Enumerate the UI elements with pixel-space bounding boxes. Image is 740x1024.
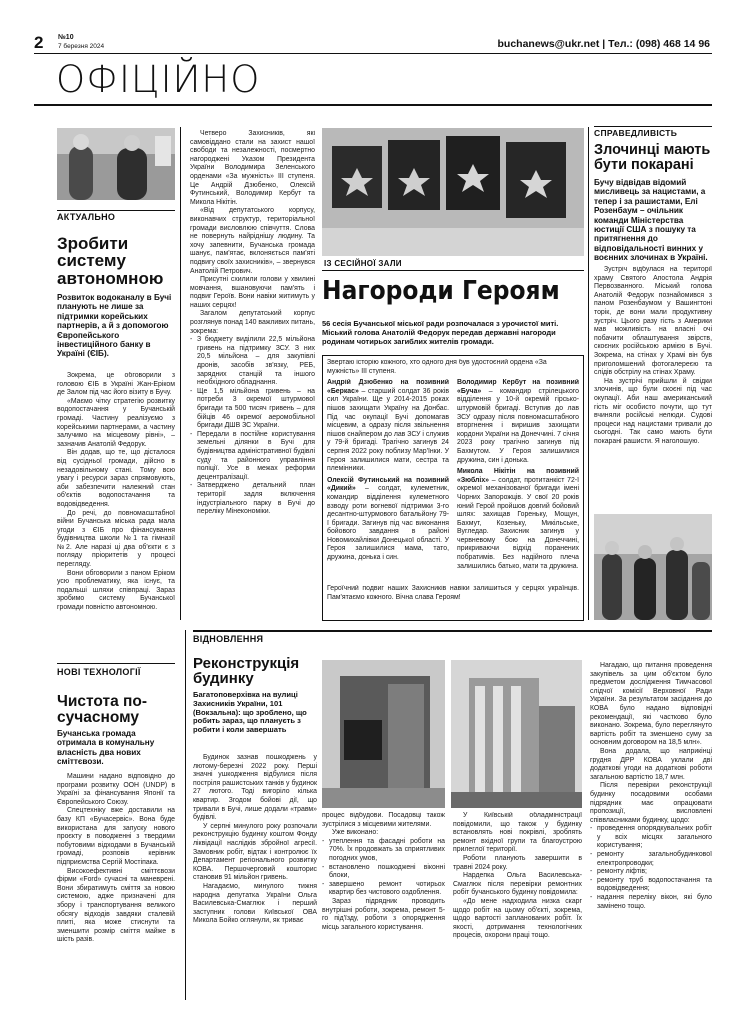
- headline-renovation: Реконструкція будинку: [193, 655, 300, 688]
- photo-rosenbaum: [594, 514, 712, 620]
- rubric-actual: АКТУАЛЬНО: [57, 212, 116, 222]
- photo-orders: [322, 128, 584, 256]
- issue-date: 7 березня 2024: [58, 43, 105, 50]
- heroes-box-left: Андрій Дзюбенко на позивний «Беркас» – старший солдат 36 років сил України. Ще у 2014-2015 роках пішов захищати Україну на Донбас. Під час окупації Бучі допомагав місцевим, а одразу після звільнення пішов снайпером до лав ЗСУ і служив у 79-й бригаді. Трагічно загинув 24 серпня 2022 року поблизу Мар'їнки. У Героя залишилися мати, сестра та племінники. Олексій Футинський на позивний «Дикий» – солдат, кулеметник, командир відділення кулеметного взводу роти вогневої підтримки 3-го десантно-штурмового батальйону 79-ї бригади. Загинув під час виконання бойового завдання в районі Новомихайлівки Донецької області. У Героя залишилися мама, тато, дружина, донька і син.: [327, 379, 449, 562]
- body-renovation-col4: Нагадаю, що питання проведення закупівель за цим об'єктом було предметом дослідження Тимчасової слідчої комісії Верховної Ради України. За результатом засідання до КОВА було надано відповідні рекомендації, які частково було виконано. Зокрема, було переглянуто вартість робіт та зменшено суму за основним договором на 18,5 млн». Вона додала, що наприкінці грудня ДРР КОВА уклали дві додаткові угоди на додаткові роботи загальною вартістю 18,7 млн. Після перевірки реконструкції будинку посадовими особами підрядник має опрацювати пропозиції, висловлені співвласниками будинку, щодо: - проведення опорядкувальних робіт у всіх місцях загального користування; - ремонту загальнобудинкової електропроводки; - ремонту ліфтів; - ремонту труб водопостачання та водовідведення; - надання переліку вікон, які було замінено тощо.: [590, 662, 712, 1002]
- column-rule: [185, 630, 186, 1000]
- column-rule: [588, 127, 589, 620]
- lead-renovation: Багатоповерхівка на вулиці Захисників України, 101 (Вокзальна): що зроблено, що робить зараз, що плануєть з робити і коли завершать: [193, 691, 307, 735]
- photo-building-damaged: [322, 660, 445, 808]
- rubric-justice: СПРАВЕДЛИВІСТЬ: [594, 128, 678, 138]
- body-heroes-col1: Четверо Захисників, які самовіддано стали на захист нашої свободи та незалежності, посмертно нагороджені Указом Президента України Володимира Зеленського орденами «За мужність» ІІІ ступеня. Це Андрій Дзюбенко, Олексій Футинський, Володимир Кербут та Микола Нікітін. «Від депутатського корпусу, виконавчих структур, територіальної громади висловлюю співчуття. Слова не повернуть найріднішу людину. Та хочу запевнити, Бучанська громада шанує, пам'ятає, вклоняється пам'яті подвигу своїх захисників», – звернувся Анатолій Петрович. Присутні схилили голови у хвилині мовчання, вшановуючи пам'ять і подвиг Героїв. Вони навіки житимуть у наших серцях! Загалом депутатський корпус розглянув понад 140 важливих питань, зокрема: - З бюджету виділили 22,5 мільйона гривень на підтримку ЗСУ. З них 20,5 мільйона – для закупівлі дронів, засобів зв'язку, РЕБ, зарядних станцій та іншого необхідного обладнання. - Ще 1,5 мільйона гривень – на потреби 3 окремої штурмової бригади та 500 тисяч гривень – для бійців 46 окремої аеромобільної бригади ДШВ ЗС України. - Передали в постійне користування земельні ділянки в Бучі для будівництва адміністративної будівлі суду та районного управління поліції. Усе в межах реформи децентралізації. - Затверджено детальний план території задля включення індустріального парку в Бучі до переліку Мінекономіки.: [190, 130, 315, 620]
- body-tech: Машини надано відповідно до програми розвитку ООН (UNDP) в Україні за фінансування Японії та Європейського Союзу. Спецтехніку вже доставили на базу КП «Бучасервіс». Вона буде використана для запуску нового проєкту в поводженні з твердими побутовими відходами в Бучанській громаді, розповів керівник підприємства Сергій Мостіпака. Високоефективні сміттєвози фірми «Ford» сучасні та маневрені. Вони збиратимуть сміття за новою системою, адже призначені для збору і транспортування великого обсягу відходів завдяки сталевій плиті, яка може стиснути та зменшити розмір сміття майже в шість разів.: [57, 773, 175, 944]
- photo-building-restored: [451, 660, 582, 808]
- headline-tech: Чистота по-сучасному: [57, 693, 148, 726]
- rubric-renovation: ВІДНОВЛЕННЯ: [193, 634, 264, 644]
- lead-water: Розвиток водоканалу в Бучі планують не лише за підтримки корейських партнерів, а й з допомогою Європейського інвестиційного банку в Україні (ЄІБ).: [57, 293, 172, 359]
- header-rule: [34, 53, 712, 54]
- issue-number: №10: [58, 34, 74, 41]
- headline-heroes: Нагороди Героям: [322, 276, 560, 306]
- column-rule: [180, 127, 181, 620]
- lead-heroes: 56 сесія Бучанської міської ради розпочалася з урочистої миті. Міський голова Анатолій Федорук передав державні нагороди родинам чотирьох загиблих жителів громади.: [322, 319, 559, 347]
- headline-water: Зробити системy автономною: [57, 234, 164, 288]
- body-renovation-col2: процес відбудови. Посадовці також зустрілися з місцевими жителями. Уже виконано: - утеплення та фасадні роботи на 70%. Їх продовжать за сприятливих погодних умов, - встановлено пошкоджені віконні блоки, - завершено ремонт чотирьох квартир без чистового оздоблення. Зараз підрядник проводить внутрішні роботи, зокрема, ремонт 5-го під'їзду, роботи з опорядження місць загального користування.: [322, 812, 445, 1002]
- heroes-box: [322, 355, 584, 621]
- lead-tech: Бучанська громада отримала в комунальну власність два нових сміттєвози.: [57, 729, 155, 767]
- header-contacts: buchanews@ukr.net | Тел.: (098) 468 14 96: [497, 38, 710, 50]
- rubric-tech: НОВІ ТЕХНОЛОГІЇ: [57, 667, 141, 677]
- section-rule: [34, 104, 712, 106]
- page-number: 2: [34, 33, 44, 52]
- body-renovation-col3: У Київській обладміністрації повідомили, що також у будинку встановлять нові покрівлі, зроблять ремонт вхідної групи та благоустрою прилеглої території. Роботи планують завершити в травні 2024 року. Нардепка Ольга Василевська-Смаглюк після перевірки ремонтних робіт бучанського будинку повідомила: «До мене надходила низка скарг щодо робіт на цьому об'єкті, зокрема, щодо вартості запланованих робіт. Їх якості, дотримання технологічних процесів, охорони праці тощо.: [453, 812, 582, 940]
- section-title: ОФІЦІЙНО: [56, 58, 261, 101]
- heroes-box-right: Володимир Кербут на позивний «Буча» – командир стрілецького відділення у 10-й окремій гірсько-штурмовій бригаді. Вступив до лав ЗСУ одразу після повномасштабного вторгнення і виришив захищати кордони України на Донеччині. 7 січня 2023 року трагічно загинув під Бахмутом. У Героя залишилися дружина, син і донька. Микола Нікітін на позивний «Зюбліх» – солдат, протитанкіст 72-ї окремої механізованої бригади імені Чорних Запорожців. У свої 20 років юний Герой пройшов довгий бойовий шлях: захищав Гореньку, Мощун, Бахмут, Козеньку, Микільське, Вугледар. Захисник загинув у червневому бою на Донеччині, прикриваючи відхід поранених побратимів. Без надійного плеча залишились батько, мати та дружина.: [457, 379, 579, 570]
- rubric-session: ІЗ СЕСІЙНОЇ ЗАЛИ: [324, 259, 402, 268]
- heroes-box-intro: Звертаю історію кожного, хто одного дня був удостоєний ордена «За мужність» ІІІ ступеня.: [327, 359, 547, 375]
- heroes-box-outro: Героїчний подвиг наших Захисників навіки залишиться у серцях українців. Пам'ятаємо кожного. Вічна слава Героям!: [327, 585, 579, 601]
- photo-meeting: [57, 128, 175, 200]
- headline-justice: Злочинці мають бути покарані: [594, 142, 711, 173]
- lead-justice: Бучу відвідав відомий мисливець за нацистами, а тепер і за рашистами, Елі Розенбаум – очільник команди Міністерства юстиції США з пошуку та притягнення до відповідальності винних у воєнних злочинах в Україні.: [594, 178, 708, 262]
- body-water: Зокрема, це обговорили з головою ЄІБ в Україні Жан-Еріком де Залом під час його візиту в Бучу. «Маємо чітку стратегію розвитку водопостачання у Бучанській громаді. Частину реалізуємо з корейськими партнерами, а частину залучимо на місцевому рівні», – зазначив Анатолій Федорук. Він додав, що те, що дісталося від сусідньої громади, дійсно в незадовільному стані. Тому всю увагу і ресурси зараз спрямовують, аби забезпечити належний стан об'єктів водопостачання та водовідведення. До речі, до повномасштабної війни Бучанська міська рада мала угоди з ЄІБ про фінансування будівництва школи №1 та гімназії №2. Але наразі ці два об'єкти є з погляду пріоритетів у процесі перегляду. Вони обговорили з паном Еріком усю проблематику, яка існує, та подальші шляхи співпраці. Зараз зробимо систему Бучанської громади повністю автономною.: [57, 372, 175, 612]
- body-renovation-col1: Будинок зазнав пошкоджень у лютому-березні 2022 року. Перші значні ушкодження відбулися після постріля рашистських танків у будинок 27 лютого. Тоді вигоріло кілька квартир. Згодом бойові дії, що тривали в Бучі, лише додали «травм» будівлі. У серпні минулого року розпочали реконструкцію будинку коштом Фонду ліквідації наслідків збройної агресії. Замовник робіт, відтак і контролює їх Департамент регіонального розвитку КОВА. Першочерговий кошторис становив 91 мільйон гривень. Нагадаємо, минулого тижня народна депутатка України Ольга Василевська-Смаглюк і перший заступник голови Київської ОВА Микола Бойко оглянули, як триває: [193, 754, 317, 925]
- body-justice: Зустріч відбулася на території храму Святого Апостола Андрія Первозванного. Міський голова Анатолій Федорук познайомився з паном Розенбаумом у Вашингтоні торік, де вони мали продуктивну зустріч. Цього разу гість з Америки мав можливість на власні очі побачити облаштування звірств, скоєних російською армією в Бучі. Зокрема, на стінах у Храмі він був приголомшений фотогалереєю та слідів обстрілу на стінах Храму. На зустрічі прийшли й свідки злочинів, що були скоєні під час окупації. Аби наш американський гість міг особисто почути, що тут вчиняли російські нелюди. Судові процеси над нацистами тривали до сьогодні. Так само мають бути покарані рашисти. Я наголошую.: [594, 266, 712, 445]
